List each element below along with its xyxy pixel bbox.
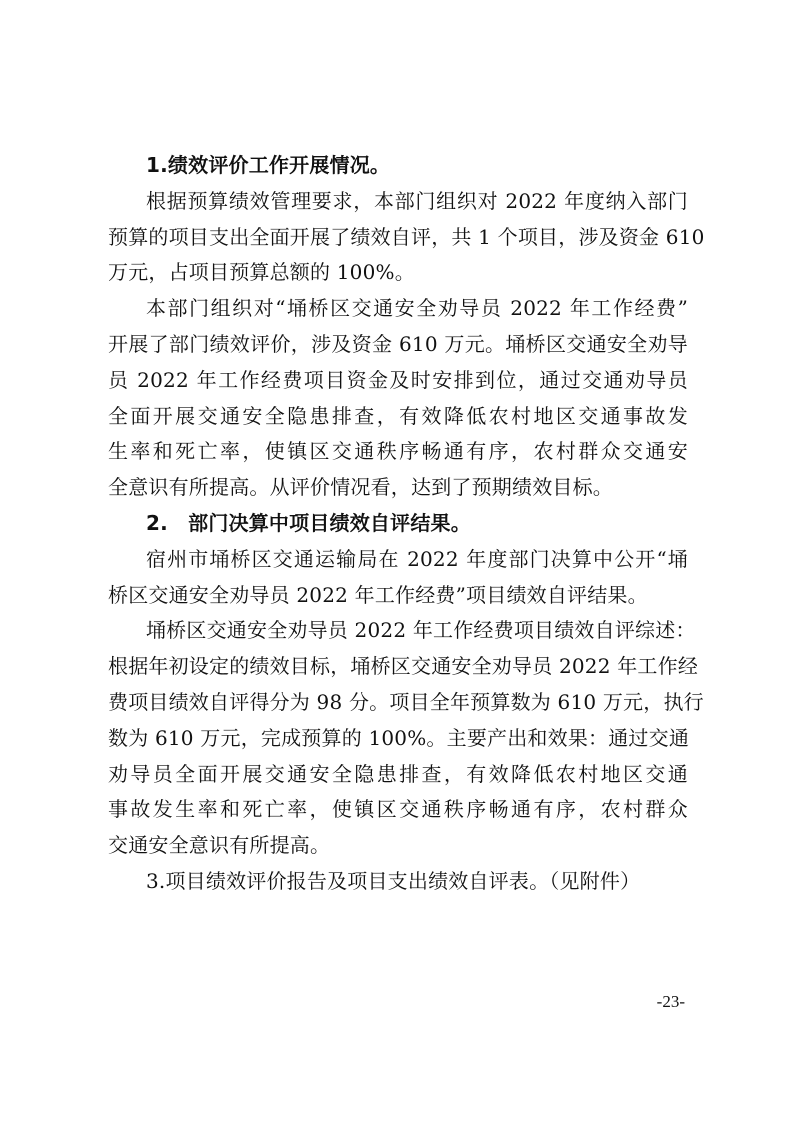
para-1-line: 预算的项目支出全面开展了绩效自评，共 1 个项目，涉及资金 610 bbox=[108, 224, 705, 249]
para-3-line: 宿州市埇桥区交通运输局在 2022 年度部门决算中公开“埇 bbox=[146, 546, 688, 571]
para-2-line: 开展了部门绩效评价，涉及资金 610 万元。埇桥区交通安全劝导 bbox=[108, 331, 688, 356]
para-4-line: 劝导员全面开展交通安全隐患排查，有效降低农村地区交通 bbox=[108, 761, 688, 786]
para-4-line: 费项目绩效自评得分为 98 分。项目全年预算数为 610 万元，执行 bbox=[108, 689, 704, 714]
para-4-line: 交通安全意识有所提高。 bbox=[108, 833, 331, 858]
para-2-line: 全面开展交通安全隐患排查，有效降低农村地区交通事故发 bbox=[108, 403, 688, 428]
heading-1: 1.绩效评价工作开展情况。 bbox=[146, 153, 391, 177]
para-2-line: 本部门组织对“埇桥区交通安全劝导员 2022 年工作经费” bbox=[146, 296, 688, 321]
para-4-line: 根据年初设定的绩效目标，埇桥区交通安全劝导员 2022 年工作经 bbox=[108, 654, 699, 679]
para-1-line: 根据预算绩效管理要求，本部门组织对 2022 年度纳入部门 bbox=[146, 188, 688, 213]
page-number: -23- bbox=[656, 992, 685, 1011]
para-4-line: 数为 610 万元，完成预算的 100%。主要产出和效果：通过交通 bbox=[108, 725, 690, 750]
para-5: 3.项目绩效评价报告及项目支出绩效自评表。（见附件） bbox=[146, 868, 641, 893]
document-body bbox=[108, 148, 705, 900]
para-4-line: 埇桥区交通安全劝导员 2022 年工作经费项目绩效自评综述： bbox=[146, 618, 696, 643]
para-2-line: 员 2022 年工作经费项目资金及时安排到位，通过交通劝导员 bbox=[108, 367, 688, 392]
para-2-line: 生率和死亡率，使镇区交通秩序畅通有序，农村群众交通安 bbox=[108, 439, 688, 464]
para-3-line: 桥区交通安全劝导员 2022 年工作经费”项目绩效自评结果。 bbox=[108, 582, 648, 607]
para-2-line: 全意识有所提高。从评价情况看，达到了预期绩效目标。 bbox=[108, 475, 613, 500]
heading-2: 2. 部门决算中项目绩效自评结果。 bbox=[146, 510, 471, 535]
para-4-line: 事故发生率和死亡率，使镇区交通秩序畅通有序，农村群众 bbox=[108, 797, 688, 822]
para-1-line: 万元，占项目预算总额的 100%。 bbox=[108, 260, 415, 285]
